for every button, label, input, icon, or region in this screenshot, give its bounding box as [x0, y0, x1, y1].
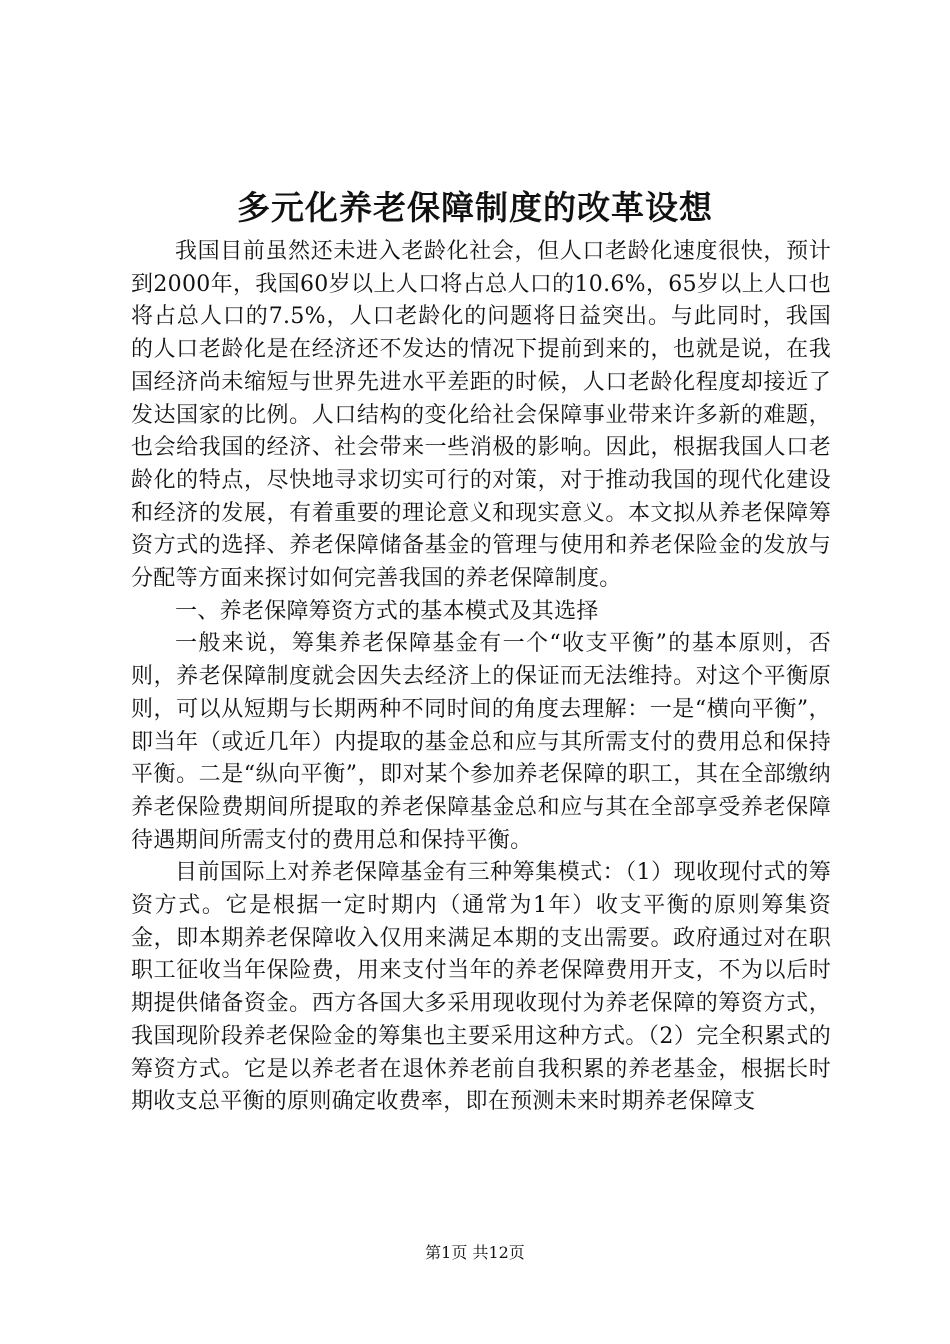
section-heading-1: 一、养老保障筹资方式的基本模式及其选择 [175, 598, 599, 624]
document-title: 多元化养老保障制度的改革设想 [237, 188, 713, 227]
page-footer: 第1页 共12页 [425, 1243, 525, 1262]
paragraph-intro: 我国目前虽然还未进入老龄化社会，但人口老龄化速度很快，预计到2000年，我国60岁以上人口将占总人口的10.6%，65岁以上人口也将占总人口的7.5%，人口老龄化的问题将日益突出。与此同时，我国的人口老龄化是在经济还不发达的情况下提前到来的，也就是说，在我国经济尚未缩短与世界先进水平差距的时候，人口老龄化程度却接近了发达国家的比例。人口结构的变化给社会保障事业带来许多新的难题，也会给我国的经济、社会带来一些消极的影响。因此，根据我国人口老龄化的特点，尽快地寻求切实可行的对策，对于推动我国的现代化建设和经济的发展，有着重要的理论意义和现实意义。本文拟从养老保障筹资方式的选择、养老保障储备基金的管理与使用和养老保险金的发放与分配等方面来探讨如何完善我国的养老保障制度。 [131, 239, 831, 592]
paragraph-funding-models: 目前国际上对养老保障基金有三种筹集模式：（1）现收现付式的筹资方式。它是根据一定时期内（通常为1年）收支平衡的原则筹集资金，即本期养老保障收入仅用来满足本期的支出需要。政府通过对在职职工征收当年保险费，用来支付当年的养老保障费用开支，不为以后时期提供储备资金。西方各国大多采用现收现付为养老保障的筹资方式，我国现阶段养老保险金的筹集也主要采用这种方式。（2）完全积累式的筹资方式。它是以养老者在退休养老前自我积累的养老基金，根据长时期收支总平衡的原则确定收费率，即在预测未来时期养老保障支 [131, 860, 831, 1115]
document-body [131, 236, 831, 1119]
paragraph-balance-principle: 一般来说，筹集养老保障基金有一个“收支平衡”的基本原则，否则，养老保障制度就会因失去经济上的保证而无法维持。对这个平衡原则，可以从短期与长期两种不同时间的角度去理解：一是“横向平衡”，即当年（或近几年）内提取的基金总和应与其所需支付的费用总和保持平衡。二是“纵向平衡”，即对某个参加养老保障的职工，其在全部缴纳养老保险费期间所提取的养老保障基金总和应与其在全部享受养老保障待遇期间所需支付的费用总和保持平衡。 [131, 631, 831, 853]
